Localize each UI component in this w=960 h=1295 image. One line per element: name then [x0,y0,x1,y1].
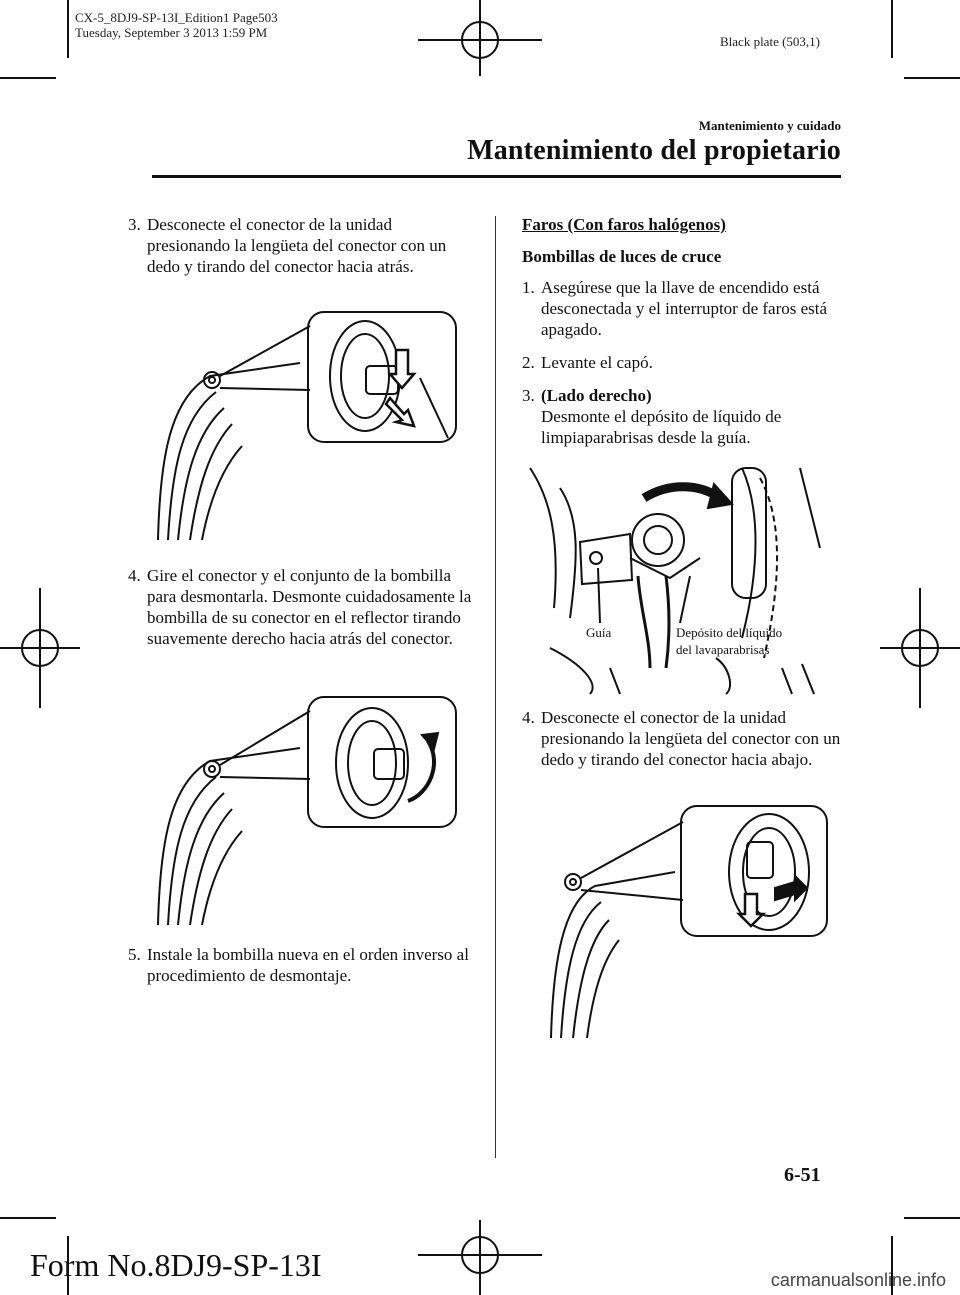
step-number: 4. [522,708,535,727]
step-number: 2. [522,353,535,372]
right-step-1 [522,277,842,340]
left-step-5 [128,944,473,986]
step-number: 3. [522,386,535,405]
form-number: Form No.8DJ9-SP-13I [30,1247,322,1283]
label-guide: Guía [586,625,612,640]
label-reservoir-1: Depósito del líquido [676,625,783,640]
right-step-3 [522,385,842,448]
step-text: Desmonte el depósito de líquido de limpiaparabrisas desde la guía. [541,407,782,447]
step-number: 3. [128,215,141,234]
step-number: 5. [128,945,141,964]
step-text: Gire el conector y el conjunto de la bombilla para desmontarla. Desmonte cuidadosamente la bombilla de su conector en el reflector tirando suavemente derecho hacia atrás del conector. [147,566,472,648]
step-number: 1. [522,278,535,297]
step-text: Desconecte el conector de la unidad presionando la lengüeta del conector con un dedo y tirando del conector hacia abajo. [541,708,841,769]
figure-washer-reservoir [520,458,840,696]
print-header-date: Tuesday, September 3 2013 1:59 PM [75,25,268,40]
watermark: carmanualsonline.info [770,1270,946,1290]
step-text: Instale la bombilla nueva en el orden inverso al procedimiento de desmontaje. [147,945,469,985]
page-number: 6-51 [784,1164,821,1186]
section-subtitle: Mantenimiento y cuidado [698,118,841,133]
print-header-file: CX-5_8DJ9-SP-13I_Edition1 Page503 [75,10,278,25]
column-divider [495,216,496,1158]
figure-connector-disconnect [150,308,460,548]
label-reservoir-2: del lavaparabrisas [676,642,770,657]
figure-connector-pull-down [545,802,830,1042]
right-subheading: Bombillas de luces de cruce [522,247,722,266]
header-rule [152,175,841,178]
step-number: 4. [128,566,141,585]
step-side-label: (Lado derecho) [541,386,652,405]
step-text: Asegúrese que la llave de encendido está desconectada y el interruptor de faros está apagado. [541,278,828,339]
section-title: Mantenimiento del propietario [467,135,841,166]
left-step-4 [128,565,473,649]
right-step-4 [522,707,842,770]
figure-connector-rotate [150,693,460,933]
step-text: Levante el capó. [541,353,653,372]
right-step-2 [522,352,842,373]
print-header-plate: Black plate (503,1) [720,34,820,49]
left-step-3 [128,214,473,277]
step-text: Desconecte el conector de la unidad presionando la lengüeta del conector con un dedo y tirando del conector hacia atrás. [147,215,447,276]
right-heading: Faros (Con faros halógenos) [522,215,726,234]
